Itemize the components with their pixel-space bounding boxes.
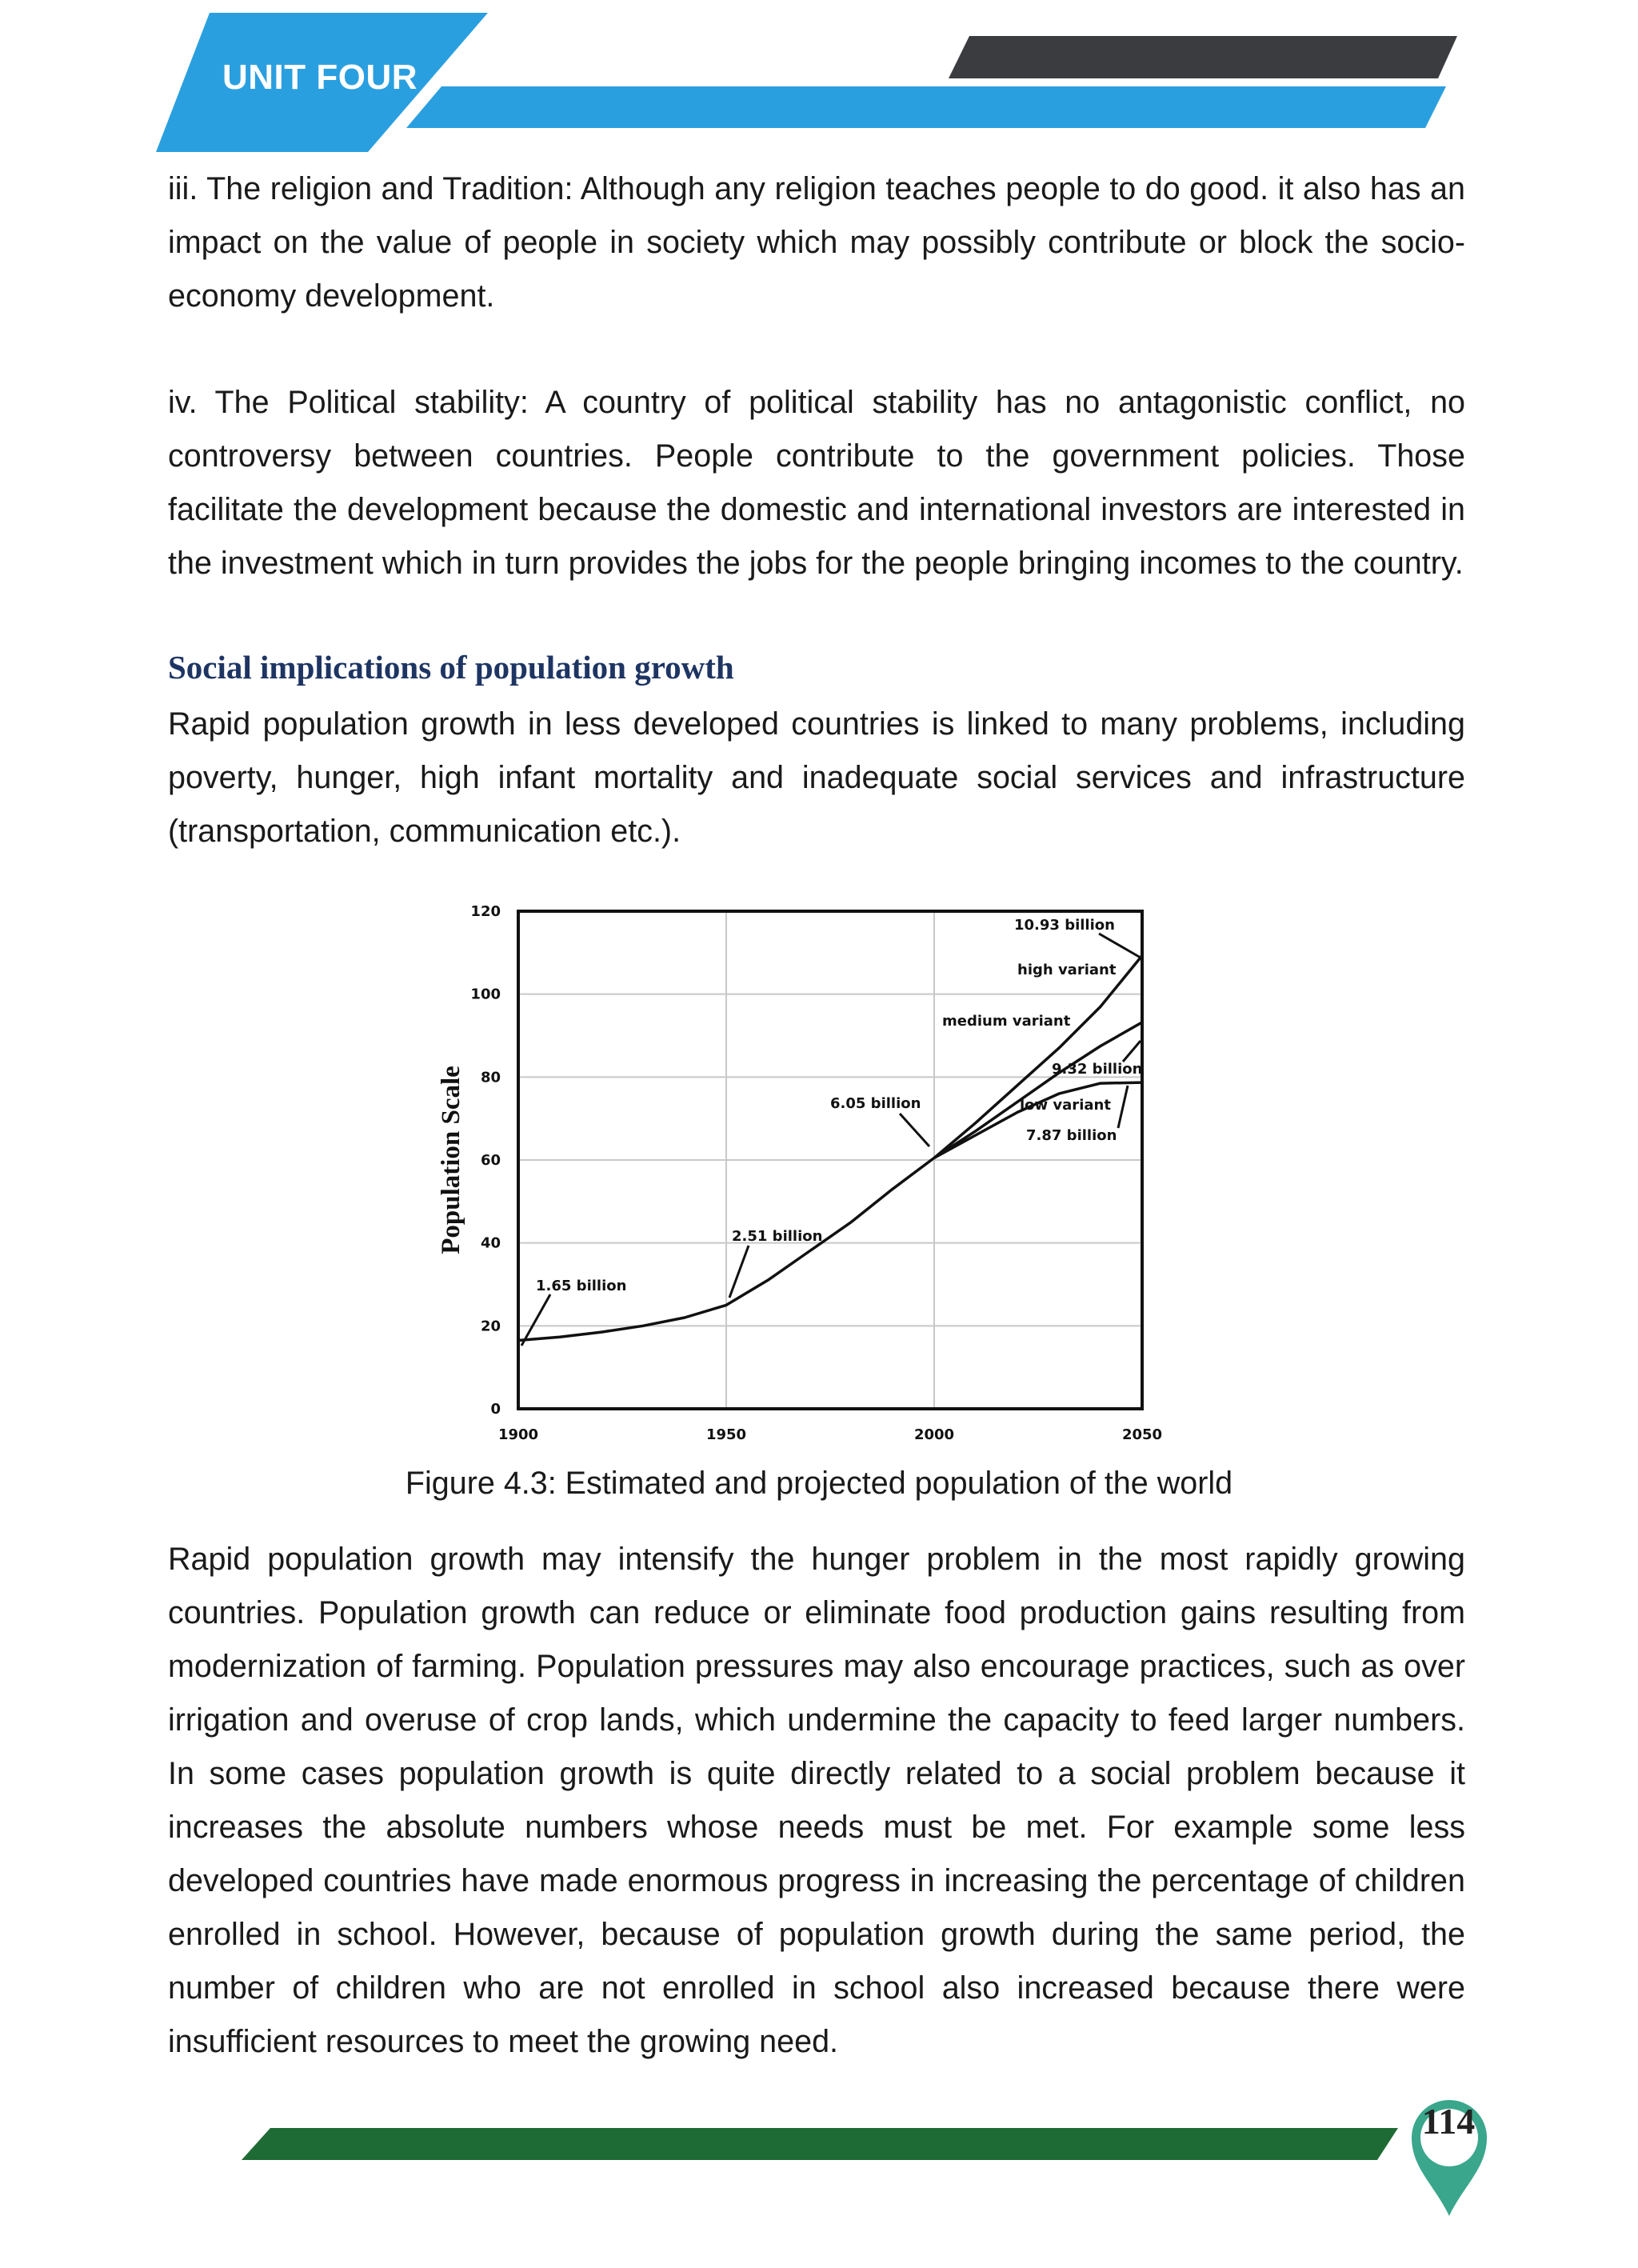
label-2-51-billion: 2.51 billion bbox=[732, 1228, 823, 1245]
leader-7-87 bbox=[1118, 1086, 1128, 1128]
y-axis-label: Population Scale bbox=[437, 1066, 465, 1254]
paragraph-intro: Rapid population growth in less developed countries is linked to many problems, including poverty, hunger, high infant mortality and inadequate social services and infrastructure (transportation, communication etc.). bbox=[168, 706, 1465, 849]
y-tick-label: 80 bbox=[480, 1069, 501, 1086]
label-10-93-billion: 10.93 billion bbox=[1014, 917, 1115, 934]
leader-2-51 bbox=[729, 1246, 749, 1298]
figure-caption: Figure 4.3: Estimated and projected population of the world bbox=[405, 1466, 1233, 1501]
x-tick-label: 2000 bbox=[913, 1426, 955, 1443]
x-tick-label: 1900 bbox=[497, 1426, 539, 1443]
label-high-variant: high variant bbox=[1017, 962, 1117, 978]
header-dark-bar bbox=[949, 36, 1457, 78]
unit-label: UNIT FOUR bbox=[222, 58, 418, 97]
label-7-87-billion: 7.87 billion bbox=[1026, 1127, 1117, 1144]
chart-grid bbox=[518, 911, 1142, 1409]
section-heading: Social implications of population growth bbox=[168, 649, 734, 686]
label-9-32-billion: 9.32 billion bbox=[1052, 1061, 1143, 1078]
y-tick-label: 20 bbox=[480, 1318, 501, 1335]
y-tick-label: 40 bbox=[480, 1234, 501, 1252]
y-tick-label: 60 bbox=[480, 1152, 501, 1169]
leader-6-05 bbox=[900, 1114, 929, 1146]
x-tick-label: 1950 bbox=[705, 1426, 747, 1443]
chart-annotations bbox=[536, 917, 1142, 1294]
series-line-low-variant bbox=[934, 1082, 1142, 1158]
page-number: 114 bbox=[1421, 2101, 1476, 2142]
label-1-65-billion: 1.65 billion bbox=[536, 1278, 627, 1294]
footer-green-bar bbox=[242, 2128, 1398, 2160]
paragraph-hunger: Rapid population growth may intensify the hunger problem in the most rapidly growing countries. Population growth can reduce or eliminate food production gains resulting from modernization of farming. Population pressures may also encourage practices, such as over irrigation and overuse of crop lands, which undermine the capacity to feed larger numbers. In some cases population growth is quite directly related to a social problem because it increases the absolute numbers whose needs must be met. For example some less developed countries have made enormous progress in increasing the percentage of children enrolled in school. However, because of population growth during the same period, the number of children who are not enrolled in school also increased because there were insufficient resources to meet the growing need. bbox=[168, 1542, 1465, 2059]
chart-ticks bbox=[470, 903, 1162, 1443]
y-tick-label: 0 bbox=[490, 1401, 501, 1418]
leader-10-93 bbox=[1099, 934, 1141, 958]
leader-9-32 bbox=[1123, 1041, 1141, 1062]
header-blue-bar bbox=[406, 86, 1446, 128]
label-6-05-billion: 6.05 billion bbox=[830, 1095, 921, 1112]
paragraph-religion: iii. The religion and Tradition: Although any religion teaches people to do good. it also has an impact on the value of people in society which may possibly contribute or block the socio-economy development. bbox=[168, 171, 1465, 314]
footer-banner bbox=[0, 2096, 1638, 2256]
y-tick-label: 100 bbox=[470, 986, 501, 1003]
label-medium-variant: medium variant bbox=[942, 1013, 1071, 1030]
x-tick-label: 2050 bbox=[1121, 1426, 1163, 1443]
y-tick-label: 120 bbox=[470, 903, 501, 920]
paragraph-political-stability: iv. The Political stability: A country of political stability has no antagonistic conflict, no controversy between countries. People contribute to the government policies. Those facilitate the development because the domestic and international investors are interested in the investment which in turn provides the jobs for the people bringing incomes to the country. bbox=[168, 385, 1465, 581]
label-low-variant: low variant bbox=[1020, 1097, 1111, 1114]
population-chart bbox=[432, 892, 1168, 1452]
